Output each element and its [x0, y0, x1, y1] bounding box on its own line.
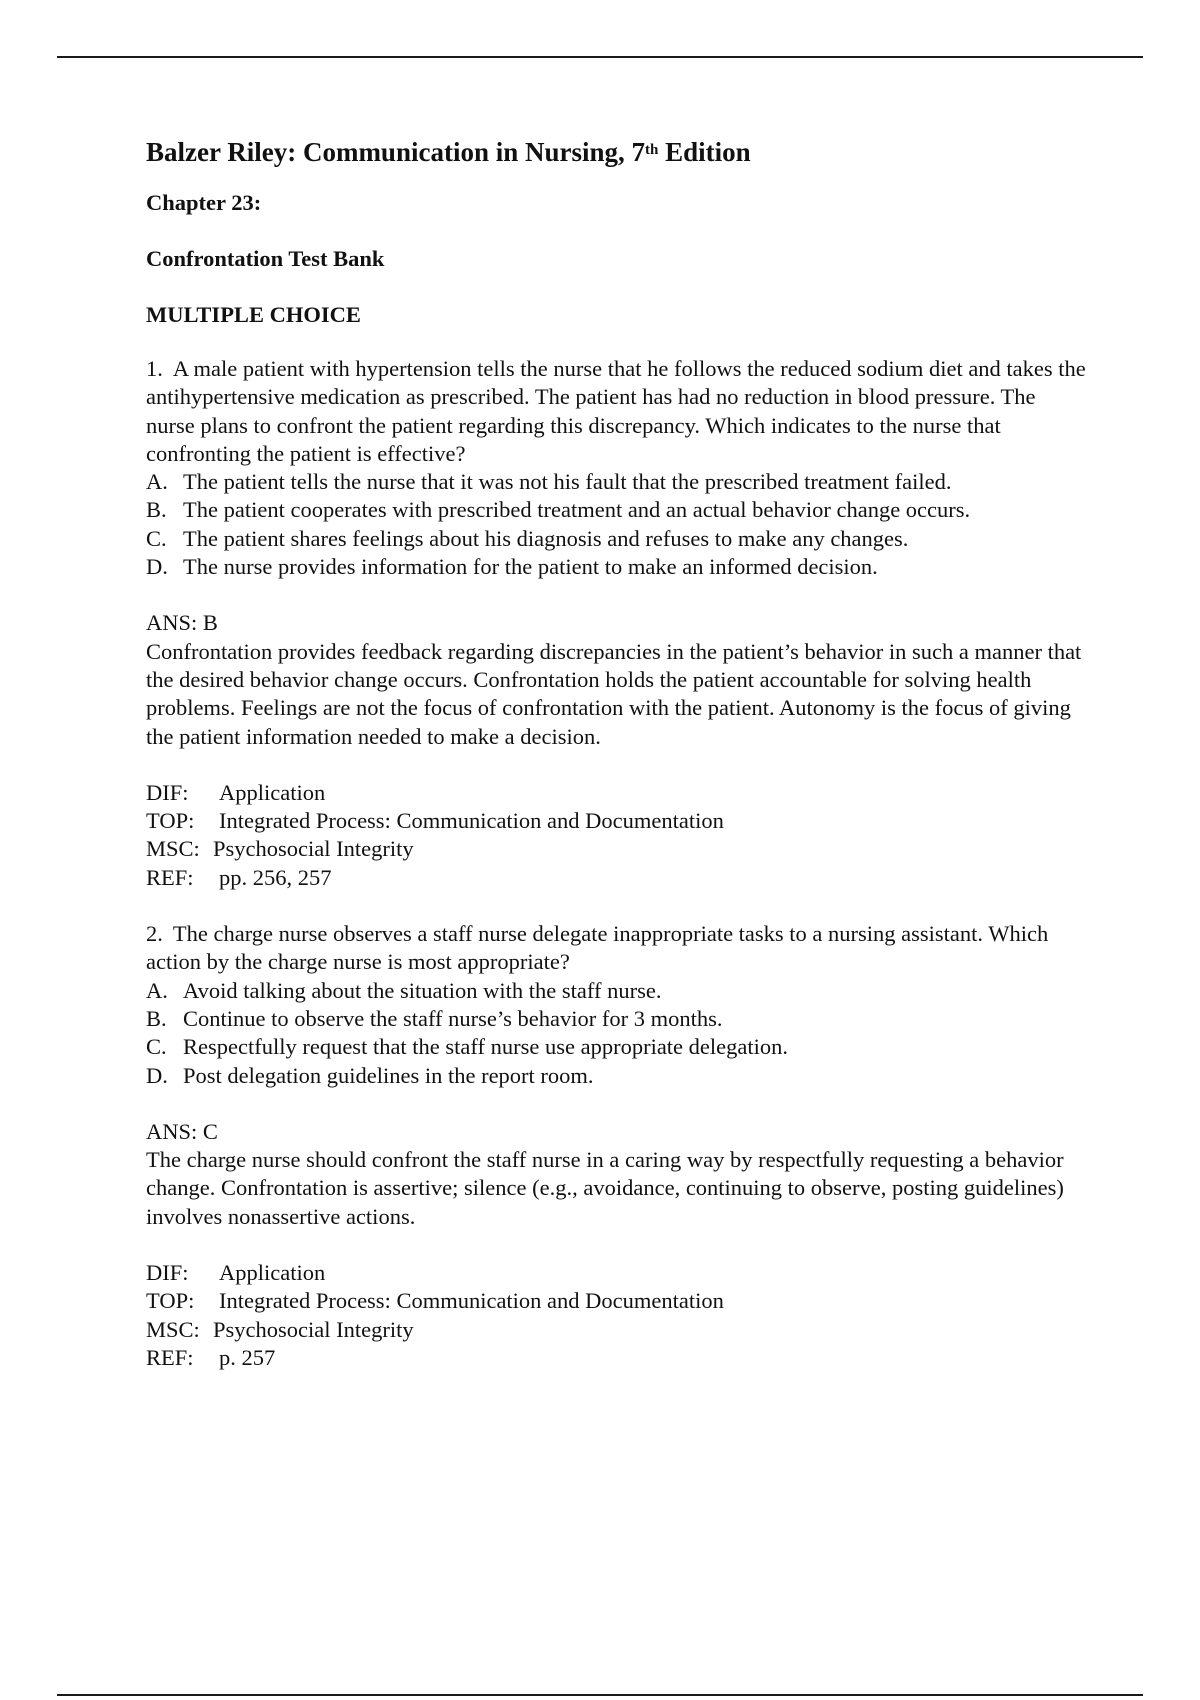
option-a: A. Avoid talking about the situation with the staff nurse.	[146, 977, 662, 1003]
option-c: C. Respectfully request that the staff nurse use appropriate delegation.	[146, 1034, 789, 1060]
answer-rationale: The charge nurse should confront the staff nurse in a caring way by respectfully requesting a behavior change. Confrontation is assertive; silence (e.g., avoidance, continuing to observe, posting guidelines) involves nonassertive actions.	[146, 1147, 1064, 1229]
option-b: B. Continue to observe the staff nurse’s behavior for 3 months.	[146, 1005, 723, 1031]
option-b: B. The patient cooperates with prescribed treatment and an actual behavior change occurs.	[146, 497, 971, 523]
option-a: A. The patient tells the nurse that it was not his fault that the prescribed treatment failed.	[146, 469, 952, 495]
answer-key: ANS: B	[146, 610, 218, 636]
answer-key: ANS: C	[146, 1118, 218, 1144]
document-body	[146, 135, 1086, 1400]
bottom-rule	[57, 1694, 1143, 1696]
answer-block-2	[146, 1118, 1086, 1231]
top-rule	[57, 56, 1143, 58]
question-2	[146, 920, 1086, 1090]
meta-ref: REF: p. 257	[146, 1344, 276, 1370]
meta-dif: DIF: Application	[146, 1260, 326, 1286]
question-1	[146, 355, 1086, 581]
meta-ref: REF: pp. 256, 257	[146, 864, 332, 890]
meta-msc: MSC: Psychosocial Integrity	[146, 836, 414, 862]
meta-top: TOP: Integrated Process: Communication and Documentation	[146, 1288, 724, 1314]
option-d: D. The nurse provides information for the patient to make an informed decision.	[146, 554, 878, 580]
answer-block-1	[146, 609, 1086, 750]
document-title: Balzer Riley: Communication in Nursing, 7th Edition	[146, 137, 751, 167]
question-stem: 2. The charge nurse observes a staff nurse delegate inappropriate tasks to a nursing assistant. Which action by the charge nurse is most appropriate?	[146, 921, 1049, 975]
metadata-1	[146, 779, 1086, 892]
answer-rationale: Confrontation provides feedback regarding discrepancies in the patient’s behavior in such a manner that the desired behavior change occurs. Confrontation holds the patient accountable for solving health problems. Feelings are not the focus of confrontation with the patient. Autonomy is the focus of giving the patient information needed to make a decision.	[146, 638, 1082, 749]
option-d: D. Post delegation guidelines in the report room.	[146, 1062, 594, 1088]
chapter-heading: Chapter 23:	[146, 190, 262, 215]
meta-msc: MSC: Psychosocial Integrity	[146, 1316, 414, 1342]
metadata-2	[146, 1259, 1086, 1372]
chapter-subtitle: Confrontation Test Bank	[146, 246, 385, 271]
option-c: C. The patient shares feelings about his diagnosis and refuses to make any changes.	[146, 525, 909, 551]
question-stem: 1. A male patient with hypertension tells the nurse that he follows the reduced sodium diet and takes the antihypertensive medication as prescribed. The patient has had no reduction in blood pressure. The nurse plans to confront the patient regarding this discrepancy. Which indicates to the nurse that confronting the patient is effective?	[146, 356, 1086, 466]
meta-top: TOP: Integrated Process: Communication and Documentation	[146, 808, 724, 834]
section-heading: MULTIPLE CHOICE	[146, 302, 361, 327]
meta-dif: DIF: Application	[146, 779, 326, 805]
